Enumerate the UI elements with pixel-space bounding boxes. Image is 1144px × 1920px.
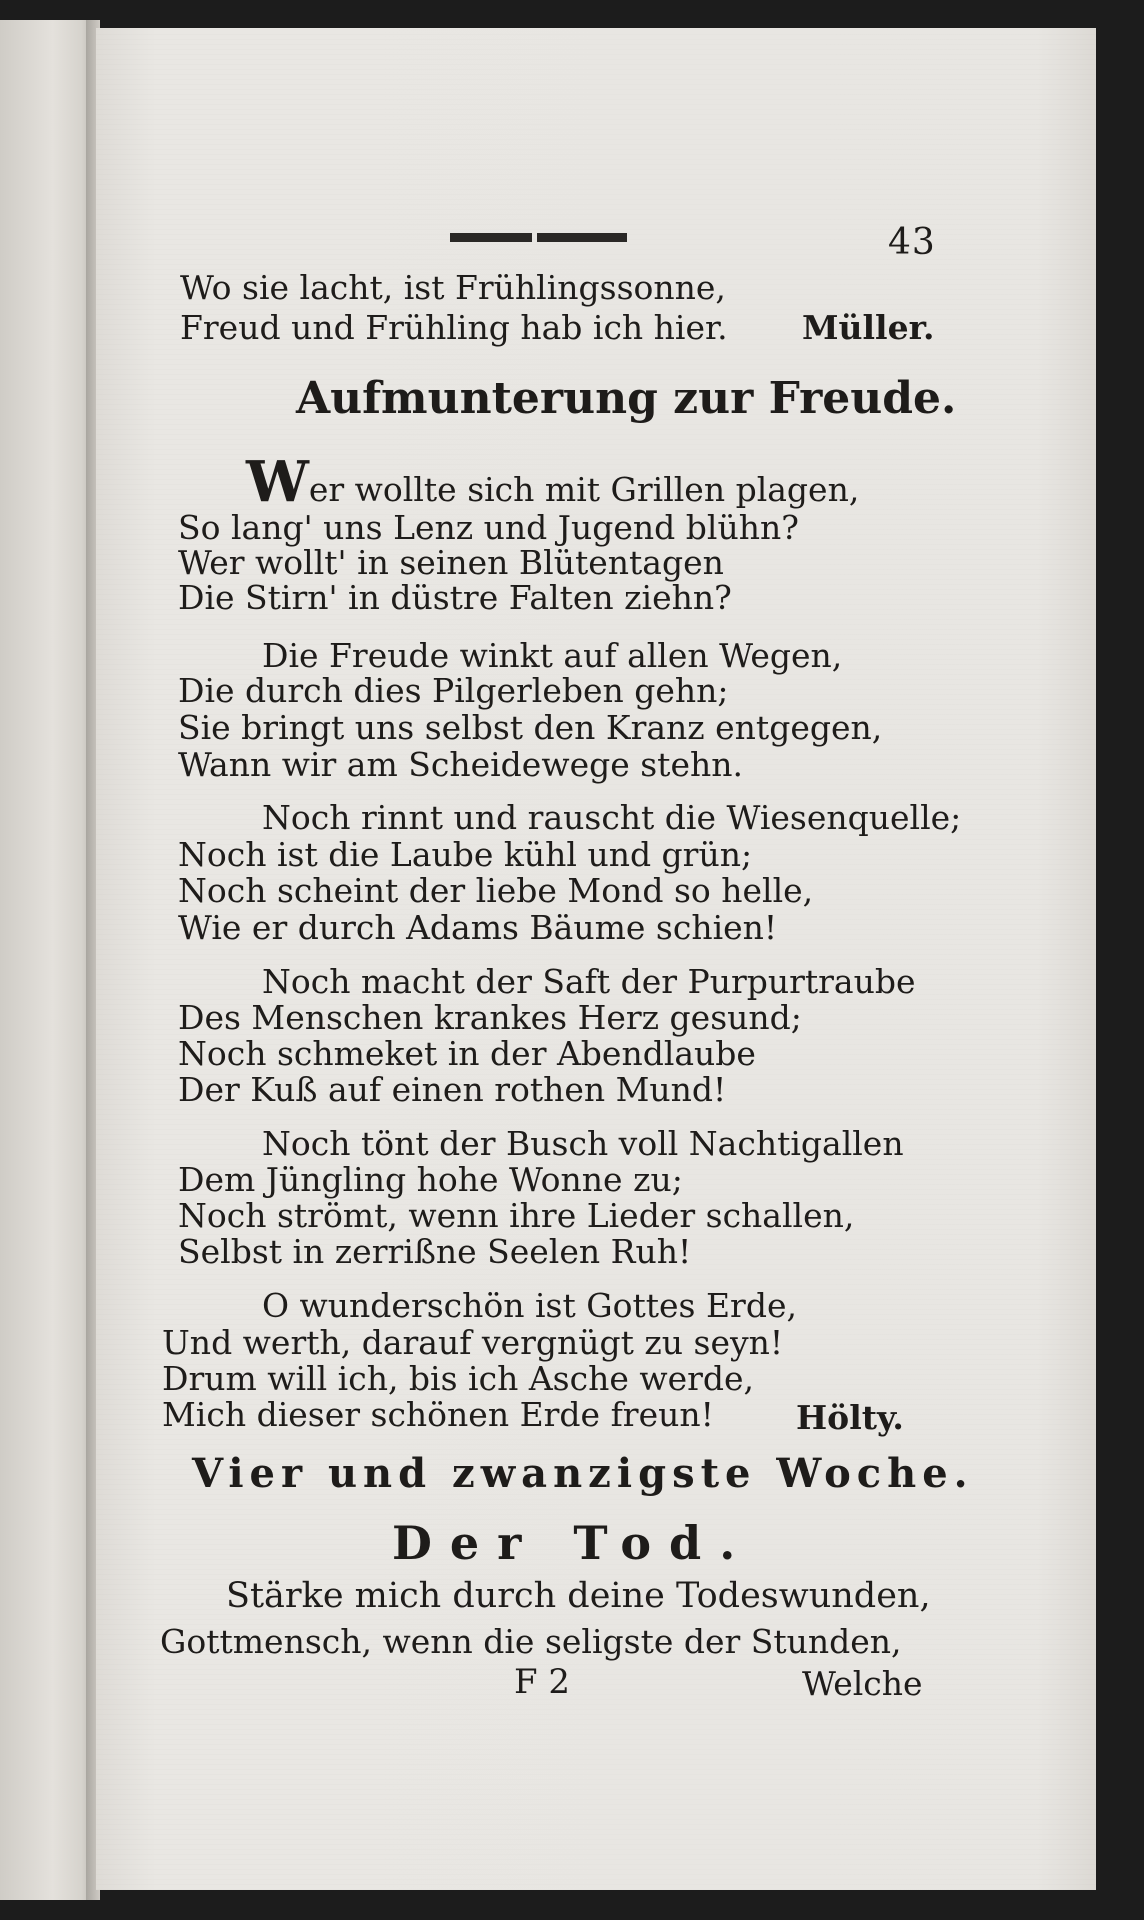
poem-line: Die Freude winkt auf allen Wegen, [262,636,843,675]
poem-line: Noch macht der Saft der Purpurtraube [262,962,916,1001]
section-title: Der Tod. [392,1516,754,1570]
poem-line: Die Stirn' in düstre Falten ziehn? [178,578,732,617]
prev-poem-line: Wo sie lacht, ist Frühlingssonne, [180,268,726,307]
poem-author: Hölty. [796,1398,904,1437]
signature-mark: F 2 [514,1662,571,1702]
page-number: 43 [888,222,936,263]
poem-line: Drum will ich, bis ich Asche werde, [162,1359,755,1398]
poem-line: Sie bringt uns selbst den Kranz entgegen, [178,708,883,747]
poem-title: Aufmunterung zur Freude. [296,373,957,424]
poem-line: O wunderschön ist Gottes Erde, [262,1286,797,1325]
drop-cap-initial: W [246,449,309,515]
poem-line: Wann wir am Scheidewege stehn. [178,745,743,784]
poem-line: Noch strömt, wenn ihre Lieder schallen, [178,1196,855,1235]
book-page [96,28,1096,1890]
week-heading: Vier und zwanzigste Woche. [192,1450,974,1497]
poem-line: Und werth, darauf vergnügt zu seyn! [162,1323,784,1362]
poem-line: Die durch dies Pilgerleben gehn; [178,671,729,710]
prev-poem-line: Freud und Frühling hab ich hier. [180,308,728,347]
header-rule-left [450,233,532,242]
poem-line: Dem Jüngling hohe Wonne zu; [178,1160,683,1199]
poem-line: Wie er durch Adams Bäume schien! [178,908,778,947]
section-line: Gottmensch, wenn die seligste der Stunden, [160,1622,902,1661]
poem-line: Noch tönt der Busch voll Nachtigallen [262,1124,904,1163]
poem-line: er wollte sich mit Grillen plagen, [308,470,860,509]
poem-line: Noch ist die Laube kühl und grün; [178,835,753,874]
poem-line: So lang' uns Lenz und Jugend blühn? [178,508,799,547]
poem-line: Mich dieser schönen Erde freun! [162,1395,714,1434]
section-line: Stärke mich durch deine Todeswunden, [226,1576,931,1616]
poem-line: Noch scheint der liebe Mond so helle, [178,871,814,910]
facing-page-edge [0,20,96,1900]
prev-poem-author: Müller. [802,308,935,347]
poem-line: Des Menschen krankes Herz gesund; [178,998,802,1037]
poem-line: Wer wollt' in seinen Blütentagen [178,543,724,582]
poem-line: Noch schmeket in der Abendlaube [178,1034,756,1073]
poem-line: Selbst in zerrißne Seelen Ruh! [178,1232,692,1271]
header-rule-right [537,233,627,242]
catchword: Welche [802,1664,923,1703]
poem-line: Der Kuß auf einen rothen Mund! [178,1070,727,1109]
poem-line: Noch rinnt und rauscht die Wiesenquelle; [262,798,962,837]
poem-first-line [246,449,860,515]
